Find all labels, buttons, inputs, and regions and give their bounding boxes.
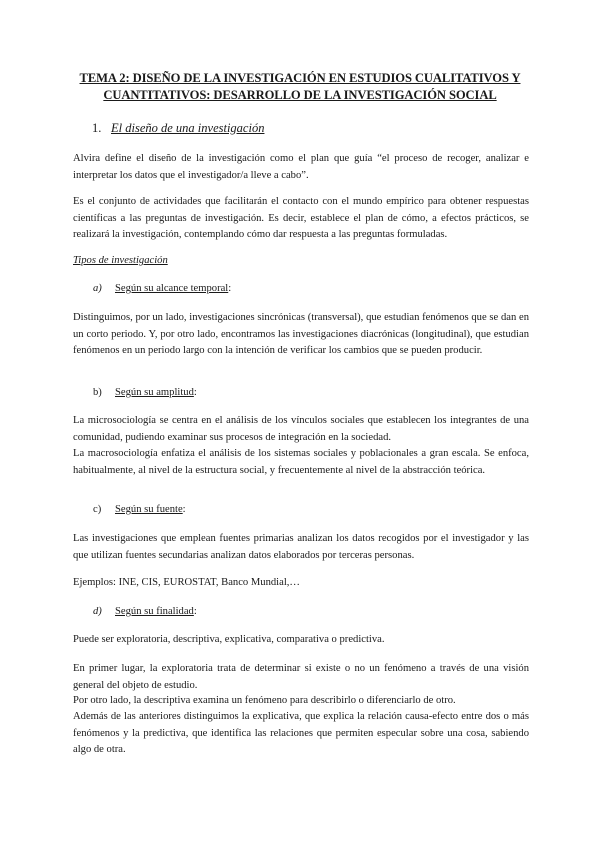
item-source-heading bbox=[93, 502, 186, 518]
paragraph-macrosociology: La macrosociología enfatiza el análisis de los sistemas sociales y poblacionales a gran escala. Se enfoca, habitualmente, al nivel de la estructura social, y frecuentemente al nivel de la abstracción teórica. bbox=[73, 448, 529, 476]
item-letter: d) bbox=[93, 606, 102, 617]
item-letter: b) bbox=[93, 387, 102, 398]
paragraph-purpose-types: Puede ser exploratoria, descriptiva, explicativa, comparativa o predictiva. bbox=[73, 634, 385, 645]
item-letter: a) bbox=[93, 283, 102, 294]
item-suffix: : bbox=[228, 283, 232, 294]
paragraph-definition: Alvira define el diseño de la investigación como el plan que guía “el proceso de recoger, analizar e interpretar los datos que el investigador/a lleve a cabo”. bbox=[73, 153, 529, 181]
item-label: Según su fuente bbox=[115, 504, 183, 515]
section-number: 1. bbox=[92, 121, 102, 135]
paragraph-temporal: Distinguimos, por un lado, investigaciones sincrónicas (transversal), que estudian fenómenos que se dan en un corto periodo. Y, por otro lado, encontramos las investigaciones diacrónicas (longitudinal), que estudian fenómenos en un periodo largo con la intención de verificar los cambios que se pueden producir. bbox=[73, 312, 529, 356]
paragraph-sources: Las investigaciones que emplean fuentes primarias analizan los datos recogidos por el investigador y las que utilizan fuentes secundarias analizan datos elaborados por terceras personas. bbox=[73, 533, 529, 561]
item-suffix: : bbox=[193, 606, 197, 617]
item-amplitude-heading bbox=[93, 385, 197, 401]
item-letter: c) bbox=[93, 504, 102, 515]
item-suffix: : bbox=[193, 387, 197, 398]
paragraph-explicative-predictive: Además de las anteriores distinguimos la explicativa, que explica la relación causa-efecto entre dos o más fenómenos y la predictiva, que identifica las relaciones que permiten especular sobre una cosa, sabiendo algo de otra. bbox=[73, 711, 529, 755]
item-label: Según su amplitud bbox=[115, 387, 194, 398]
section-heading-text: El diseño de una investigación bbox=[111, 121, 265, 135]
paragraph-microsociology: La microsociología se centra en el análisis de los vínculos sociales que establecen los integrantes de una comunidad, pudiendo examinar sus procesos de integración en la sociedad. bbox=[73, 415, 529, 443]
item-temporal-heading bbox=[93, 281, 231, 297]
document-title: TEMA 2: DISEÑO DE LA INVESTIGACIÓN EN ESTUDIOS CUALITATIVOS Y CUANTITATIVOS: DESARROLLO DE LA INVESTIGACIÓN SOCIAL bbox=[79, 71, 521, 102]
paragraph-descriptive: Por otro lado, la descriptiva examina un fenómeno para describirlo o diferenciarlo de otro. bbox=[73, 695, 456, 706]
paragraph-empirical: Es el conjunto de actividades que facilitarán el contacto con el mundo empírico para obtener respuestas científicas a las preguntas de investigación. Es decir, establece el plan de cómo, a efectos prácticos, se realizará la investigación, contemplando cómo dar respuesta a las preguntas formuladas. bbox=[73, 196, 529, 240]
paragraph-exploratory: En primer lugar, la exploratoria trata de determinar si existe o no un fenómeno a través de una visión general del objeto de estudio. bbox=[73, 663, 529, 691]
item-label: Según su finalidad bbox=[115, 606, 194, 617]
item-purpose-heading bbox=[93, 604, 197, 620]
paragraph-examples: Ejemplos: INE, CIS, EUROSTAT, Banco Mundial,… bbox=[73, 577, 300, 588]
item-label: Según su alcance temporal bbox=[115, 283, 229, 294]
item-suffix: : bbox=[182, 504, 186, 515]
section-heading bbox=[92, 121, 264, 136]
types-heading: Tipos de investigación bbox=[73, 255, 168, 266]
